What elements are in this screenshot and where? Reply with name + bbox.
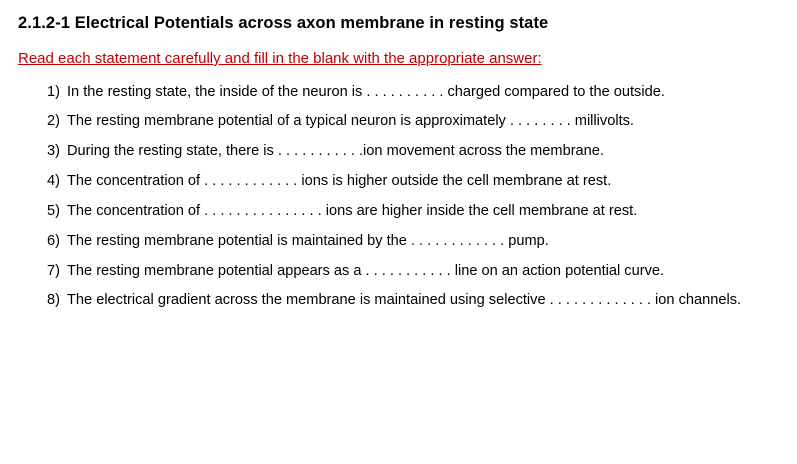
list-item-text: The resting membrane potential is maintained by the . . . . . . . . . . . . pump. [67,232,549,249]
list-item-number: 4) [47,173,60,190]
list-item [18,232,779,252]
list-item-text: During the resting state, there is . . . . . . . . . . .ion movement across the membrane. [67,143,604,160]
list-item-number: 7) [47,262,60,279]
list-item [18,83,779,103]
list-item [18,172,779,192]
instruction-text: Read each statement carefully and fill in the blank with the appropriate answer: [18,49,542,67]
list-item [18,142,779,162]
list-item-number: 2) [47,113,60,130]
list-item [18,262,779,282]
list-item [18,291,779,311]
list-item-text: The concentration of . . . . . . . . . . . . ions is higher outside the cell membrane at rest. [67,173,612,190]
list-item-text: The resting membrane potential of a typical neuron is approximately . . . . . . . . millivolts. [67,113,634,130]
list-item-number: 1) [47,83,60,100]
list-item-text: In the resting state, the inside of the neuron is . . . . . . . . . . charged compared to the outside. [67,83,665,100]
list-item-number: 3) [47,143,60,160]
list-item-number: 8) [47,292,60,309]
statement-list [18,83,779,312]
list-item-number: 5) [47,202,60,219]
list-item-text: The resting membrane potential appears as a . . . . . . . . . . . line on an action potential curve. [67,262,665,279]
page-title: 2.1.2-1 Electrical Potentials across axon membrane in resting state [18,14,549,32]
list-item-number: 6) [47,232,60,249]
list-item [18,112,779,132]
list-item-text: The electrical gradient across the membrane is maintained using selective . . . . . . . . . . . . . ion channels. [67,292,742,309]
list-item [18,202,779,222]
list-item-text: The concentration of . . . . . . . . . . . . . . . ions are higher inside the cell membrane at rest. [67,202,638,219]
